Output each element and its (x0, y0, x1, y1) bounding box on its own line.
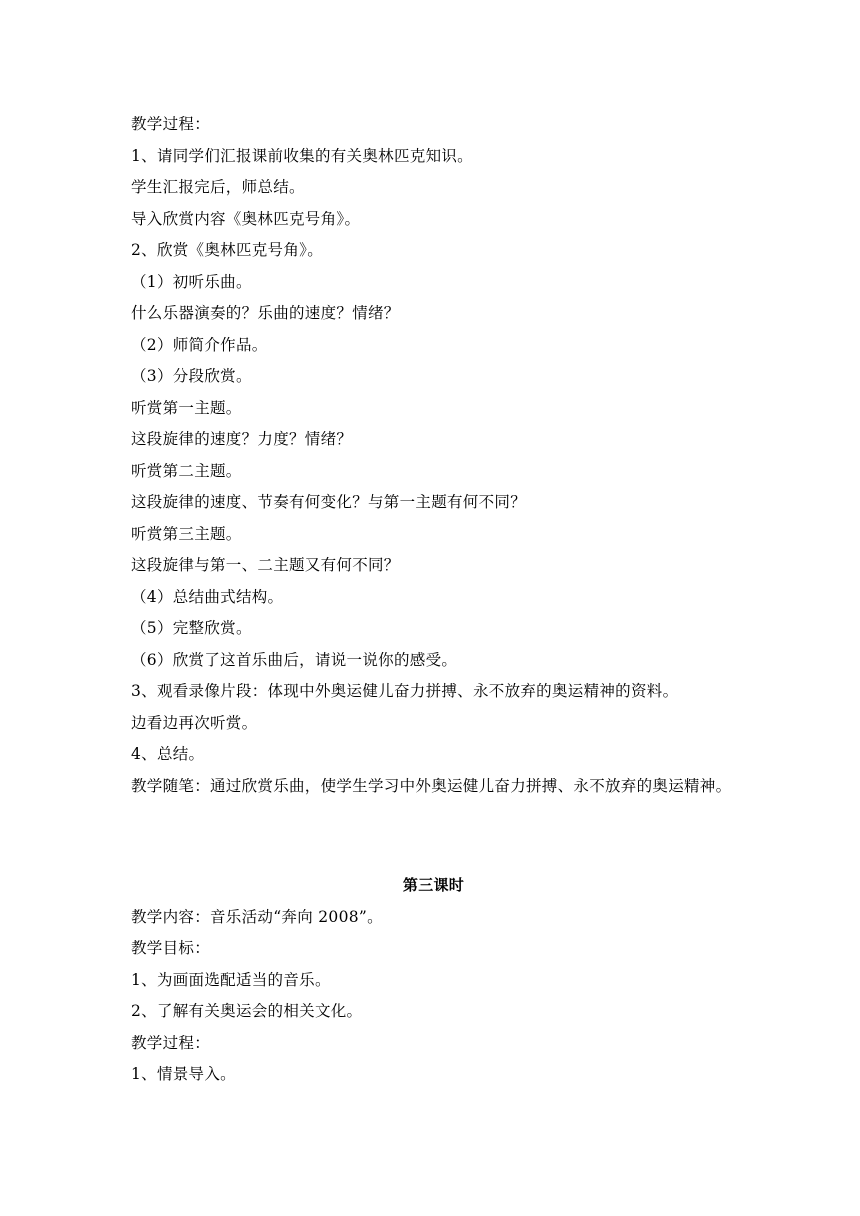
text-line: 1、请同学们汇报课前收集的有关奥林匹克知识。 (131, 146, 473, 165)
text-line: 边看边再次听赏。 (131, 713, 258, 732)
text-line: （1）初听乐曲。 (131, 272, 252, 291)
third-lesson-section (131, 870, 736, 1091)
text-line: 教学过程： (131, 115, 211, 133)
text-line: （2）师简介作品。 (131, 335, 268, 354)
teaching-notes-paragraph: 教学随笔：通过欣赏乐曲，使学生学习中外奥运健儿奋力拼搏、永不放弃的奥运精神。 (131, 776, 732, 795)
text-line: 这段旋律与第一、二主题又有何不同？ (131, 556, 400, 574)
text-line: 教学目标： (131, 939, 211, 957)
text-line: 2、欣赏《奥林匹克号角》。 (131, 241, 324, 259)
text-line: （6）欣赏了这首乐曲后，请说一说你的感受。 (131, 650, 458, 669)
text-line: 听赏第二主题。 (131, 461, 242, 480)
text-line: 2、了解有关奥运会的相关文化。 (131, 1002, 363, 1020)
text-line: 1、情景导入。 (131, 1065, 236, 1083)
text-line: （5）完整欣赏。 (131, 619, 252, 637)
text-line: 听赏第一主题。 (131, 398, 242, 417)
text-line: 教学内容：音乐活动“奔向 2008”。 (131, 907, 383, 926)
section-heading: 第三课时 (402, 876, 465, 894)
text-line: 这段旋律的速度、节奏有何变化？与第一主题有何不同？ (131, 493, 527, 511)
text-line: 导入欣赏内容《奥林匹克号角》。 (131, 209, 361, 228)
text-line: 1、为画面选配适当的音乐。 (131, 970, 331, 989)
text-line: 学生汇报完后，师总结。 (131, 178, 305, 196)
text-line: 3、观看录像片段：体现中外奥运健儿奋力拼搏、永不放弃的奥运精神的资料。 (131, 682, 679, 700)
text-line: 听赏第三主题。 (131, 524, 242, 543)
text-line: 教学过程： (131, 1033, 211, 1052)
text-line: （3）分段欣赏。 (131, 367, 252, 385)
text-line: （4）总结曲式结构。 (131, 587, 284, 606)
text-line: 4、总结。 (131, 745, 205, 763)
lesson-process-section (131, 109, 736, 802)
text-line: 这段旋律的速度？力度？情绪？ (131, 430, 353, 448)
text-line: 什么乐器演奏的？乐曲的速度？情绪？ (131, 304, 400, 322)
